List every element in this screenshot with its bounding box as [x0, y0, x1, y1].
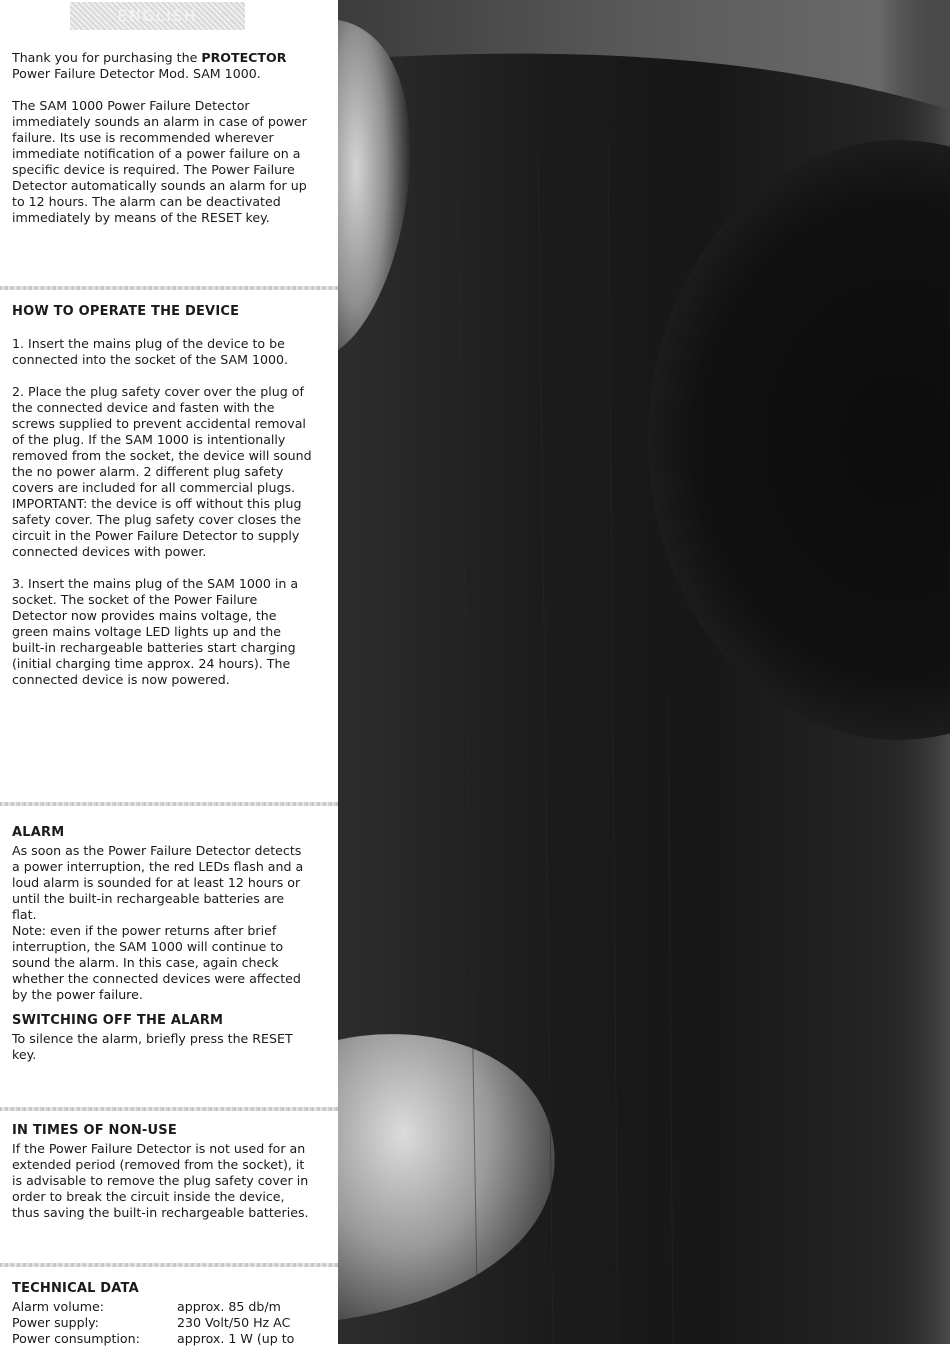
intro-paragraph-1	[12, 50, 312, 82]
alarm-section	[12, 825, 312, 1003]
alarm-text: As soon as the Power Failure Detector detects a power interruption, the red LEDs flash and a loud alarm is sounded for at least 12 hours or until the built-in rechargeable batteries are flat.	[12, 843, 304, 922]
switch-off-text: To silence the alarm, briefly press the RESET key.	[12, 1031, 293, 1062]
section-divider	[0, 1107, 338, 1111]
operate-important-note: IMPORTANT: the device is off without this plug safety cover. The plug safety cover closes the circuit in the Power Failure Detector to supply connected devices with power.	[12, 496, 302, 559]
text-column	[0, 0, 338, 1344]
operate-step-1: 1. Insert the mains plug of the device to be connected into the socket of the SAM 1000.	[12, 336, 289, 367]
tech-value: approx. 1 W (up to	[177, 1331, 295, 1346]
intro-section	[12, 50, 312, 226]
intro-thanks-text: Thank you for purchasing the	[12, 50, 198, 65]
tech-label: Alarm volume:	[12, 1299, 104, 1314]
language-header-label: ENGLISH	[117, 7, 198, 25]
alarm-note: Note: even if the power returns after brief interruption, the SAM 1000 will continue to sound the alarm. In this case, again check whether the connected devices were affected by the power failure.	[12, 923, 301, 1002]
tech-value: 230 Volt/50 Hz AC	[177, 1315, 291, 1330]
operate-section	[12, 304, 312, 688]
product-photo-illustration	[338, 0, 950, 1344]
non-use-text: If the Power Failure Detector is not used for an extended period (removed from the socket), it is advisable to remove the plug safety cover in order to break the circuit inside the device, thus saving the built-in rechargeable batteries.	[12, 1141, 309, 1220]
tech-label: Power supply:	[12, 1315, 99, 1330]
switch-off-heading: SWITCHING OFF THE ALARM	[12, 1013, 224, 1028]
tech-value: approx. 85 db/m	[177, 1299, 281, 1314]
intro-model-text: Power Failure Detector Mod. SAM 1000.	[12, 66, 261, 81]
section-divider	[0, 1263, 338, 1267]
tech-section	[12, 1281, 312, 1347]
tech-label: Power consumption:	[12, 1331, 140, 1346]
tech-row	[12, 1315, 312, 1331]
non-use-heading: IN TIMES OF NON-USE	[12, 1123, 177, 1138]
non-use-section	[12, 1123, 312, 1221]
operate-heading: HOW TO OPERATE THE DEVICE	[12, 304, 240, 319]
operate-step-3: 3. Insert the mains plug of the SAM 1000 in a socket. The socket of the Power Failure Detector now provides mains voltage, the green mains voltage LED lights up and the built-in rechargeable batteries start charging (initial charging time approx. 24 hours). The connected device is now powered.	[12, 576, 299, 687]
intro-paragraph-2: The SAM 1000 Power Failure Detector immediately sounds an alarm in case of power failure. Its use is recommended wherever immediate notification of a power failure on a specific device is required. The Power Failure Detector automatically sounds an alarm for up to 12 hours. The alarm can be deactivated immediately by means of the RESET key.	[12, 98, 307, 225]
tech-row	[12, 1299, 312, 1315]
tech-heading: TECHNICAL DATA	[12, 1281, 139, 1296]
section-divider	[0, 802, 338, 806]
switch-off-section	[12, 1013, 312, 1063]
operate-step-2: 2. Place the plug safety cover over the plug of the connected device and fasten with the screws supplied to prevent accidental removal of the plug. If the SAM 1000 is intentionally removed from the socket, the device will sound the no power alarm. 2 different plug safety covers are included for all commercial plugs.	[12, 384, 312, 495]
brand-name: PROTECTOR	[201, 50, 287, 65]
tech-row	[12, 1331, 312, 1347]
product-photo	[338, 0, 950, 1344]
alarm-heading: ALARM	[12, 825, 65, 840]
section-divider	[0, 286, 338, 290]
language-header-band	[70, 2, 245, 30]
